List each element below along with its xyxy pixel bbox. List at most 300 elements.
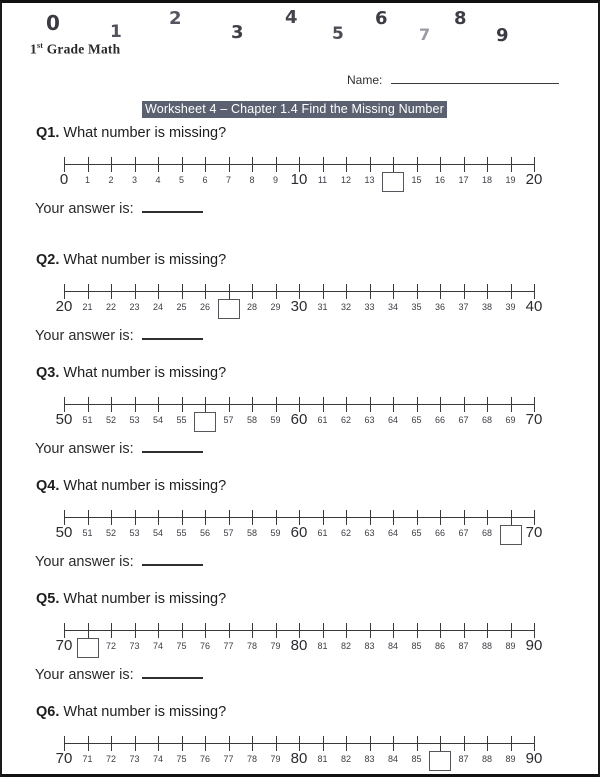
missing-number-box[interactable] bbox=[429, 751, 451, 771]
number-line-tick bbox=[346, 510, 347, 525]
number-line-tick bbox=[252, 397, 253, 412]
number-line-label: 61 bbox=[317, 528, 328, 538]
number-line-label: 64 bbox=[387, 415, 399, 425]
number-line-tick bbox=[205, 397, 206, 412]
number-line-tick bbox=[205, 284, 206, 299]
number-line-tick bbox=[252, 736, 253, 751]
number-line-tick bbox=[205, 510, 206, 525]
number-line-tick bbox=[276, 397, 277, 412]
number-line-label: 15 bbox=[411, 175, 422, 185]
number-line-label: 10 bbox=[290, 171, 308, 188]
number-line-tick bbox=[252, 284, 253, 299]
brand-prefix: 1 bbox=[30, 41, 37, 57]
number-line-label: 62 bbox=[340, 415, 352, 425]
number-line-label: 53 bbox=[129, 528, 140, 538]
number-line-tick bbox=[464, 623, 465, 638]
question-number: Q3. bbox=[36, 365, 60, 381]
number-line-tick bbox=[229, 397, 230, 412]
number-line-tick bbox=[158, 510, 159, 525]
number-line-label: 80 bbox=[290, 750, 308, 767]
number-line-label: 30 bbox=[290, 298, 308, 315]
question-prompt: What number is missing? bbox=[59, 125, 227, 141]
number-line-tick bbox=[511, 736, 512, 751]
number-line-tick bbox=[135, 397, 136, 412]
number-line-tick bbox=[393, 736, 394, 751]
number-line bbox=[55, 617, 543, 661]
number-line-tick bbox=[64, 157, 65, 172]
number-line-tick bbox=[464, 157, 465, 172]
number-line-label: 70 bbox=[525, 411, 543, 428]
number-line-tick bbox=[487, 510, 488, 525]
number-line-tick bbox=[323, 397, 324, 412]
number-line-label: 77 bbox=[223, 641, 234, 651]
number-line-tick bbox=[299, 284, 300, 299]
number-line-tick bbox=[64, 397, 65, 412]
number-line-tick bbox=[276, 623, 277, 638]
number-line-tick bbox=[229, 623, 230, 638]
number-line-tick bbox=[182, 397, 183, 412]
number-line bbox=[55, 730, 543, 774]
number-line-tick bbox=[393, 157, 394, 172]
number-line-tick bbox=[252, 623, 253, 638]
number-line-label: 17 bbox=[458, 175, 469, 185]
number-line-tick bbox=[229, 284, 230, 299]
number-line-label: 18 bbox=[481, 175, 493, 185]
number-line-tick bbox=[487, 623, 488, 638]
number-line-label: 6 bbox=[202, 175, 208, 185]
number-line-tick bbox=[534, 623, 535, 638]
number-line-tick bbox=[276, 510, 277, 525]
number-line-tick bbox=[440, 397, 441, 412]
number-line-tick bbox=[111, 397, 112, 412]
number-line-label: 79 bbox=[270, 641, 281, 651]
number-line-label: 83 bbox=[364, 641, 375, 651]
header-digit-5: 5 bbox=[332, 24, 344, 44]
answer-input-line[interactable] bbox=[142, 677, 203, 679]
number-line-tick bbox=[135, 157, 136, 172]
number-line-tick bbox=[299, 623, 300, 638]
number-line-tick bbox=[323, 157, 324, 172]
number-line-label: 7 bbox=[225, 175, 232, 185]
number-line-tick bbox=[182, 157, 183, 172]
number-line-label: 29 bbox=[270, 302, 281, 312]
number-line-tick bbox=[64, 623, 65, 638]
number-line-tick bbox=[299, 397, 300, 412]
number-line-tick bbox=[487, 736, 488, 751]
number-line-tick bbox=[64, 284, 65, 299]
number-line-tick bbox=[323, 284, 324, 299]
number-line-tick bbox=[487, 284, 488, 299]
number-line-label: 60 bbox=[290, 411, 308, 428]
number-line-tick bbox=[370, 157, 371, 172]
number-line-label: 28 bbox=[246, 302, 258, 312]
number-line-tick bbox=[323, 736, 324, 751]
number-line-tick bbox=[205, 736, 206, 751]
number-line-label: 73 bbox=[129, 754, 140, 764]
number-line-label: 25 bbox=[176, 302, 187, 312]
number-line bbox=[59, 151, 543, 195]
question-heading bbox=[36, 478, 226, 494]
number-line-label: 85 bbox=[411, 641, 422, 651]
number-line-label: 64 bbox=[387, 528, 399, 538]
number-line-tick bbox=[417, 284, 418, 299]
header-digit-2: 2 bbox=[169, 8, 182, 29]
number-line-label: 34 bbox=[387, 302, 399, 312]
number-line-tick bbox=[346, 284, 347, 299]
number-line-label: 82 bbox=[340, 641, 352, 651]
question-number: Q4. bbox=[36, 478, 60, 494]
number-line-tick bbox=[88, 510, 89, 525]
number-line-label: 1 bbox=[84, 175, 91, 185]
number-line-label: 68 bbox=[481, 415, 493, 425]
number-line-tick bbox=[205, 157, 206, 172]
number-line-tick bbox=[299, 736, 300, 751]
number-line-label: 56 bbox=[199, 528, 211, 538]
number-line-label: 84 bbox=[387, 754, 399, 764]
number-line-label: 62 bbox=[340, 528, 352, 538]
number-line bbox=[55, 504, 543, 548]
number-line-label: 75 bbox=[176, 641, 187, 651]
brand-ordinal-suffix: st bbox=[36, 41, 44, 50]
number-line-label: 54 bbox=[152, 528, 164, 538]
number-line-tick bbox=[511, 623, 512, 638]
number-line-tick bbox=[417, 397, 418, 412]
answer-row bbox=[35, 441, 203, 457]
number-line-label: 54 bbox=[152, 415, 164, 425]
number-line-tick bbox=[252, 157, 253, 172]
answer-label: Your answer is: bbox=[35, 441, 134, 457]
number-line-tick bbox=[464, 736, 465, 751]
number-line-label: 19 bbox=[505, 175, 516, 185]
number-line-tick bbox=[276, 284, 277, 299]
number-line-tick bbox=[229, 157, 230, 172]
number-line-label: 4 bbox=[155, 175, 161, 185]
number-line-label: 66 bbox=[434, 528, 446, 538]
number-line-label: 8 bbox=[249, 175, 255, 185]
number-line-tick bbox=[182, 284, 183, 299]
number-line-tick bbox=[88, 623, 89, 638]
number-line-label: 60 bbox=[290, 524, 308, 541]
number-line-tick bbox=[111, 284, 112, 299]
number-line-label: 39 bbox=[505, 302, 516, 312]
number-line-label: 81 bbox=[317, 754, 328, 764]
number-line-tick bbox=[393, 623, 394, 638]
number-line-tick bbox=[440, 510, 441, 525]
number-line-tick bbox=[323, 510, 324, 525]
number-line-label: 70 bbox=[55, 637, 73, 654]
missing-number-box[interactable] bbox=[194, 412, 216, 432]
number-line-tick bbox=[64, 736, 65, 751]
number-line-label: 57 bbox=[223, 415, 234, 425]
number-line bbox=[55, 391, 543, 435]
number-line-tick bbox=[64, 510, 65, 525]
number-line-label: 51 bbox=[82, 415, 93, 425]
number-line-label: 84 bbox=[387, 641, 399, 651]
question-prompt: What number is missing? bbox=[59, 365, 227, 381]
number-line-label: 90 bbox=[525, 637, 543, 654]
number-line-tick bbox=[346, 397, 347, 412]
number-line-tick bbox=[182, 510, 183, 525]
header-digit-7: 7 bbox=[419, 25, 431, 44]
number-line-label: 63 bbox=[364, 415, 375, 425]
number-line-label: 31 bbox=[317, 302, 328, 312]
number-line-label: 58 bbox=[246, 528, 258, 538]
header-digit-4: 4 bbox=[285, 7, 298, 28]
answer-input-line[interactable] bbox=[142, 211, 203, 213]
number-line-label: 9 bbox=[272, 175, 279, 185]
number-line-tick bbox=[417, 736, 418, 751]
number-line-tick bbox=[158, 397, 159, 412]
number-line-tick bbox=[370, 510, 371, 525]
number-line-tick bbox=[464, 284, 465, 299]
number-line-label: 50 bbox=[55, 524, 73, 541]
number-line-label: 73 bbox=[129, 641, 140, 651]
number-line-tick bbox=[111, 736, 112, 751]
number-line-label: 22 bbox=[105, 302, 117, 312]
number-line-label: 89 bbox=[505, 754, 516, 764]
number-line-label: 63 bbox=[364, 528, 375, 538]
number-line-label: 72 bbox=[105, 754, 117, 764]
number-line-label: 5 bbox=[178, 175, 185, 185]
number-line-label: 72 bbox=[105, 641, 117, 651]
question-number: Q6. bbox=[36, 704, 60, 720]
number-line-label: 81 bbox=[317, 641, 328, 651]
answer-label: Your answer is: bbox=[35, 554, 134, 570]
number-line-label: 20 bbox=[525, 171, 543, 188]
number-line-label: 80 bbox=[290, 637, 308, 654]
number-line-tick bbox=[205, 623, 206, 638]
number-line-tick bbox=[534, 397, 535, 412]
number-line-tick bbox=[417, 623, 418, 638]
answer-row bbox=[35, 328, 203, 344]
number-line-tick bbox=[111, 623, 112, 638]
number-line-tick bbox=[393, 284, 394, 299]
number-line-tick bbox=[440, 157, 441, 172]
name-field-row bbox=[347, 73, 559, 87]
number-line-label: 16 bbox=[434, 175, 446, 185]
number-line-label: 2 bbox=[108, 175, 114, 185]
number-line-tick bbox=[511, 510, 512, 525]
number-line-label: 33 bbox=[364, 302, 375, 312]
number-line-tick bbox=[346, 157, 347, 172]
number-line-label: 55 bbox=[176, 528, 187, 538]
answer-input-line[interactable] bbox=[142, 338, 203, 340]
number-line-tick bbox=[534, 284, 535, 299]
number-line-tick bbox=[440, 284, 441, 299]
number-line-label: 85 bbox=[411, 754, 422, 764]
question-heading bbox=[36, 365, 226, 381]
number-line-tick bbox=[88, 157, 89, 172]
number-line-label: 79 bbox=[270, 754, 281, 764]
number-line-label: 20 bbox=[55, 298, 73, 315]
header-digit-3: 3 bbox=[231, 22, 244, 43]
brand-label bbox=[30, 41, 120, 58]
number-line-label: 50 bbox=[55, 411, 73, 428]
question-prompt: What number is missing? bbox=[59, 252, 227, 268]
header-digit-6: 6 bbox=[375, 8, 388, 29]
number-line-tick bbox=[346, 623, 347, 638]
number-line-tick bbox=[88, 397, 89, 412]
number-line-label: 21 bbox=[82, 302, 93, 312]
number-line-tick bbox=[229, 736, 230, 751]
number-line-label: 69 bbox=[505, 415, 516, 425]
answer-row bbox=[35, 667, 203, 683]
number-line-tick bbox=[299, 510, 300, 525]
number-line-tick bbox=[370, 736, 371, 751]
header-digit-0: 0 bbox=[46, 11, 60, 35]
answer-row bbox=[35, 201, 203, 217]
number-line-label: 83 bbox=[364, 754, 375, 764]
number-line-label: 53 bbox=[129, 415, 140, 425]
number-line-label: 0 bbox=[59, 171, 69, 188]
header-digit-1: 1 bbox=[110, 22, 122, 42]
number-line-label: 12 bbox=[340, 175, 352, 185]
answer-input-line[interactable] bbox=[142, 564, 203, 566]
number-line-label: 38 bbox=[481, 302, 493, 312]
number-line-label: 88 bbox=[481, 641, 493, 651]
number-line-tick bbox=[511, 157, 512, 172]
missing-number-box[interactable] bbox=[500, 525, 522, 545]
number-line-label: 23 bbox=[129, 302, 140, 312]
number-line-tick bbox=[393, 397, 394, 412]
number-line-tick bbox=[276, 736, 277, 751]
number-line-label: 55 bbox=[176, 415, 187, 425]
number-line-label: 74 bbox=[152, 754, 164, 764]
number-line-tick bbox=[182, 736, 183, 751]
number-line-label: 52 bbox=[105, 415, 117, 425]
number-line-label: 71 bbox=[82, 754, 93, 764]
number-line-label: 87 bbox=[458, 754, 469, 764]
number-line-label: 68 bbox=[481, 528, 493, 538]
number-line-tick bbox=[370, 284, 371, 299]
number-line-label: 76 bbox=[199, 641, 211, 651]
number-line-label: 26 bbox=[199, 302, 211, 312]
number-line-tick bbox=[252, 510, 253, 525]
header-digit-9: 9 bbox=[496, 25, 509, 46]
number-line-tick bbox=[534, 157, 535, 172]
name-label: Name: bbox=[347, 73, 383, 87]
number-line-label: 57 bbox=[223, 528, 234, 538]
number-line-tick bbox=[440, 736, 441, 751]
number-line-label: 13 bbox=[364, 175, 375, 185]
answer-label: Your answer is: bbox=[35, 201, 134, 217]
number-line-tick bbox=[229, 510, 230, 525]
number-line-label: 24 bbox=[152, 302, 164, 312]
question-heading bbox=[36, 252, 226, 268]
number-line-label: 87 bbox=[458, 641, 469, 651]
number-line-tick bbox=[135, 284, 136, 299]
number-line-label: 35 bbox=[411, 302, 422, 312]
number-line-label: 70 bbox=[525, 524, 543, 541]
answer-label: Your answer is: bbox=[35, 667, 134, 683]
number-line-label: 76 bbox=[199, 754, 211, 764]
number-line-tick bbox=[464, 397, 465, 412]
number-line-tick bbox=[88, 284, 89, 299]
number-line-label: 58 bbox=[246, 415, 258, 425]
number-line-label: 77 bbox=[223, 754, 234, 764]
number-line-label: 74 bbox=[152, 641, 164, 651]
number-line-label: 89 bbox=[505, 641, 516, 651]
number-line-tick bbox=[111, 157, 112, 172]
number-line-label: 61 bbox=[317, 415, 328, 425]
number-line-label: 40 bbox=[525, 298, 543, 315]
number-line-tick bbox=[487, 397, 488, 412]
number-line-label: 65 bbox=[411, 528, 422, 538]
header-digit-8: 8 bbox=[454, 8, 467, 29]
number-line-tick bbox=[511, 284, 512, 299]
worksheet-title-banner: Worksheet 4 – Chapter 1.4 Find the Missing Number bbox=[142, 101, 447, 118]
number-line-label: 67 bbox=[458, 415, 469, 425]
number-line-label: 59 bbox=[270, 528, 281, 538]
number-line-tick bbox=[182, 623, 183, 638]
question-prompt: What number is missing? bbox=[59, 704, 227, 720]
number-line-tick bbox=[299, 157, 300, 172]
number-line-label: 52 bbox=[105, 528, 117, 538]
brand-suffix: Grade Math bbox=[43, 41, 121, 57]
number-line-tick bbox=[417, 510, 418, 525]
number-line-tick bbox=[440, 623, 441, 638]
number-line-tick bbox=[158, 284, 159, 299]
number-line-tick bbox=[111, 510, 112, 525]
question-number: Q1. bbox=[36, 125, 60, 141]
number-line-label: 36 bbox=[434, 302, 446, 312]
question-heading bbox=[36, 125, 226, 141]
number-line-label: 67 bbox=[458, 528, 469, 538]
number-line-tick bbox=[158, 623, 159, 638]
answer-label: Your answer is: bbox=[35, 328, 134, 344]
number-line-label: 59 bbox=[270, 415, 281, 425]
missing-number-box[interactable] bbox=[382, 172, 404, 192]
number-line-tick bbox=[370, 397, 371, 412]
number-line-tick bbox=[135, 623, 136, 638]
number-line-tick bbox=[158, 736, 159, 751]
number-line-tick bbox=[417, 157, 418, 172]
number-line-label: 82 bbox=[340, 754, 352, 764]
number-line-label: 75 bbox=[176, 754, 187, 764]
number-line-tick bbox=[370, 623, 371, 638]
number-line-tick bbox=[511, 397, 512, 412]
answer-row bbox=[35, 554, 203, 570]
number-line-label: 11 bbox=[317, 175, 328, 185]
question-number: Q5. bbox=[36, 591, 60, 607]
number-line-tick bbox=[158, 157, 159, 172]
number-line-tick bbox=[276, 157, 277, 172]
number-line-tick bbox=[346, 736, 347, 751]
question-heading bbox=[36, 704, 226, 720]
number-line-tick bbox=[135, 510, 136, 525]
question-prompt: What number is missing? bbox=[59, 478, 227, 494]
question-prompt: What number is missing? bbox=[59, 591, 227, 607]
answer-input-line[interactable] bbox=[142, 451, 203, 453]
question-number: Q2. bbox=[36, 252, 60, 268]
number-line-tick bbox=[393, 510, 394, 525]
number-line-label: 65 bbox=[411, 415, 422, 425]
number-line-tick bbox=[323, 623, 324, 638]
number-line-tick bbox=[534, 736, 535, 751]
number-line-label: 32 bbox=[340, 302, 352, 312]
number-line-label: 66 bbox=[434, 415, 446, 425]
missing-number-box[interactable] bbox=[77, 638, 99, 658]
number-line-label: 3 bbox=[131, 175, 138, 185]
number-line-label: 88 bbox=[481, 754, 493, 764]
name-input-line[interactable] bbox=[391, 83, 559, 84]
missing-number-box[interactable] bbox=[218, 299, 240, 319]
number-line-label: 70 bbox=[55, 750, 73, 767]
number-line-label: 78 bbox=[246, 754, 258, 764]
number-line-tick bbox=[88, 736, 89, 751]
number-line-tick bbox=[135, 736, 136, 751]
number-line-label: 86 bbox=[434, 641, 446, 651]
